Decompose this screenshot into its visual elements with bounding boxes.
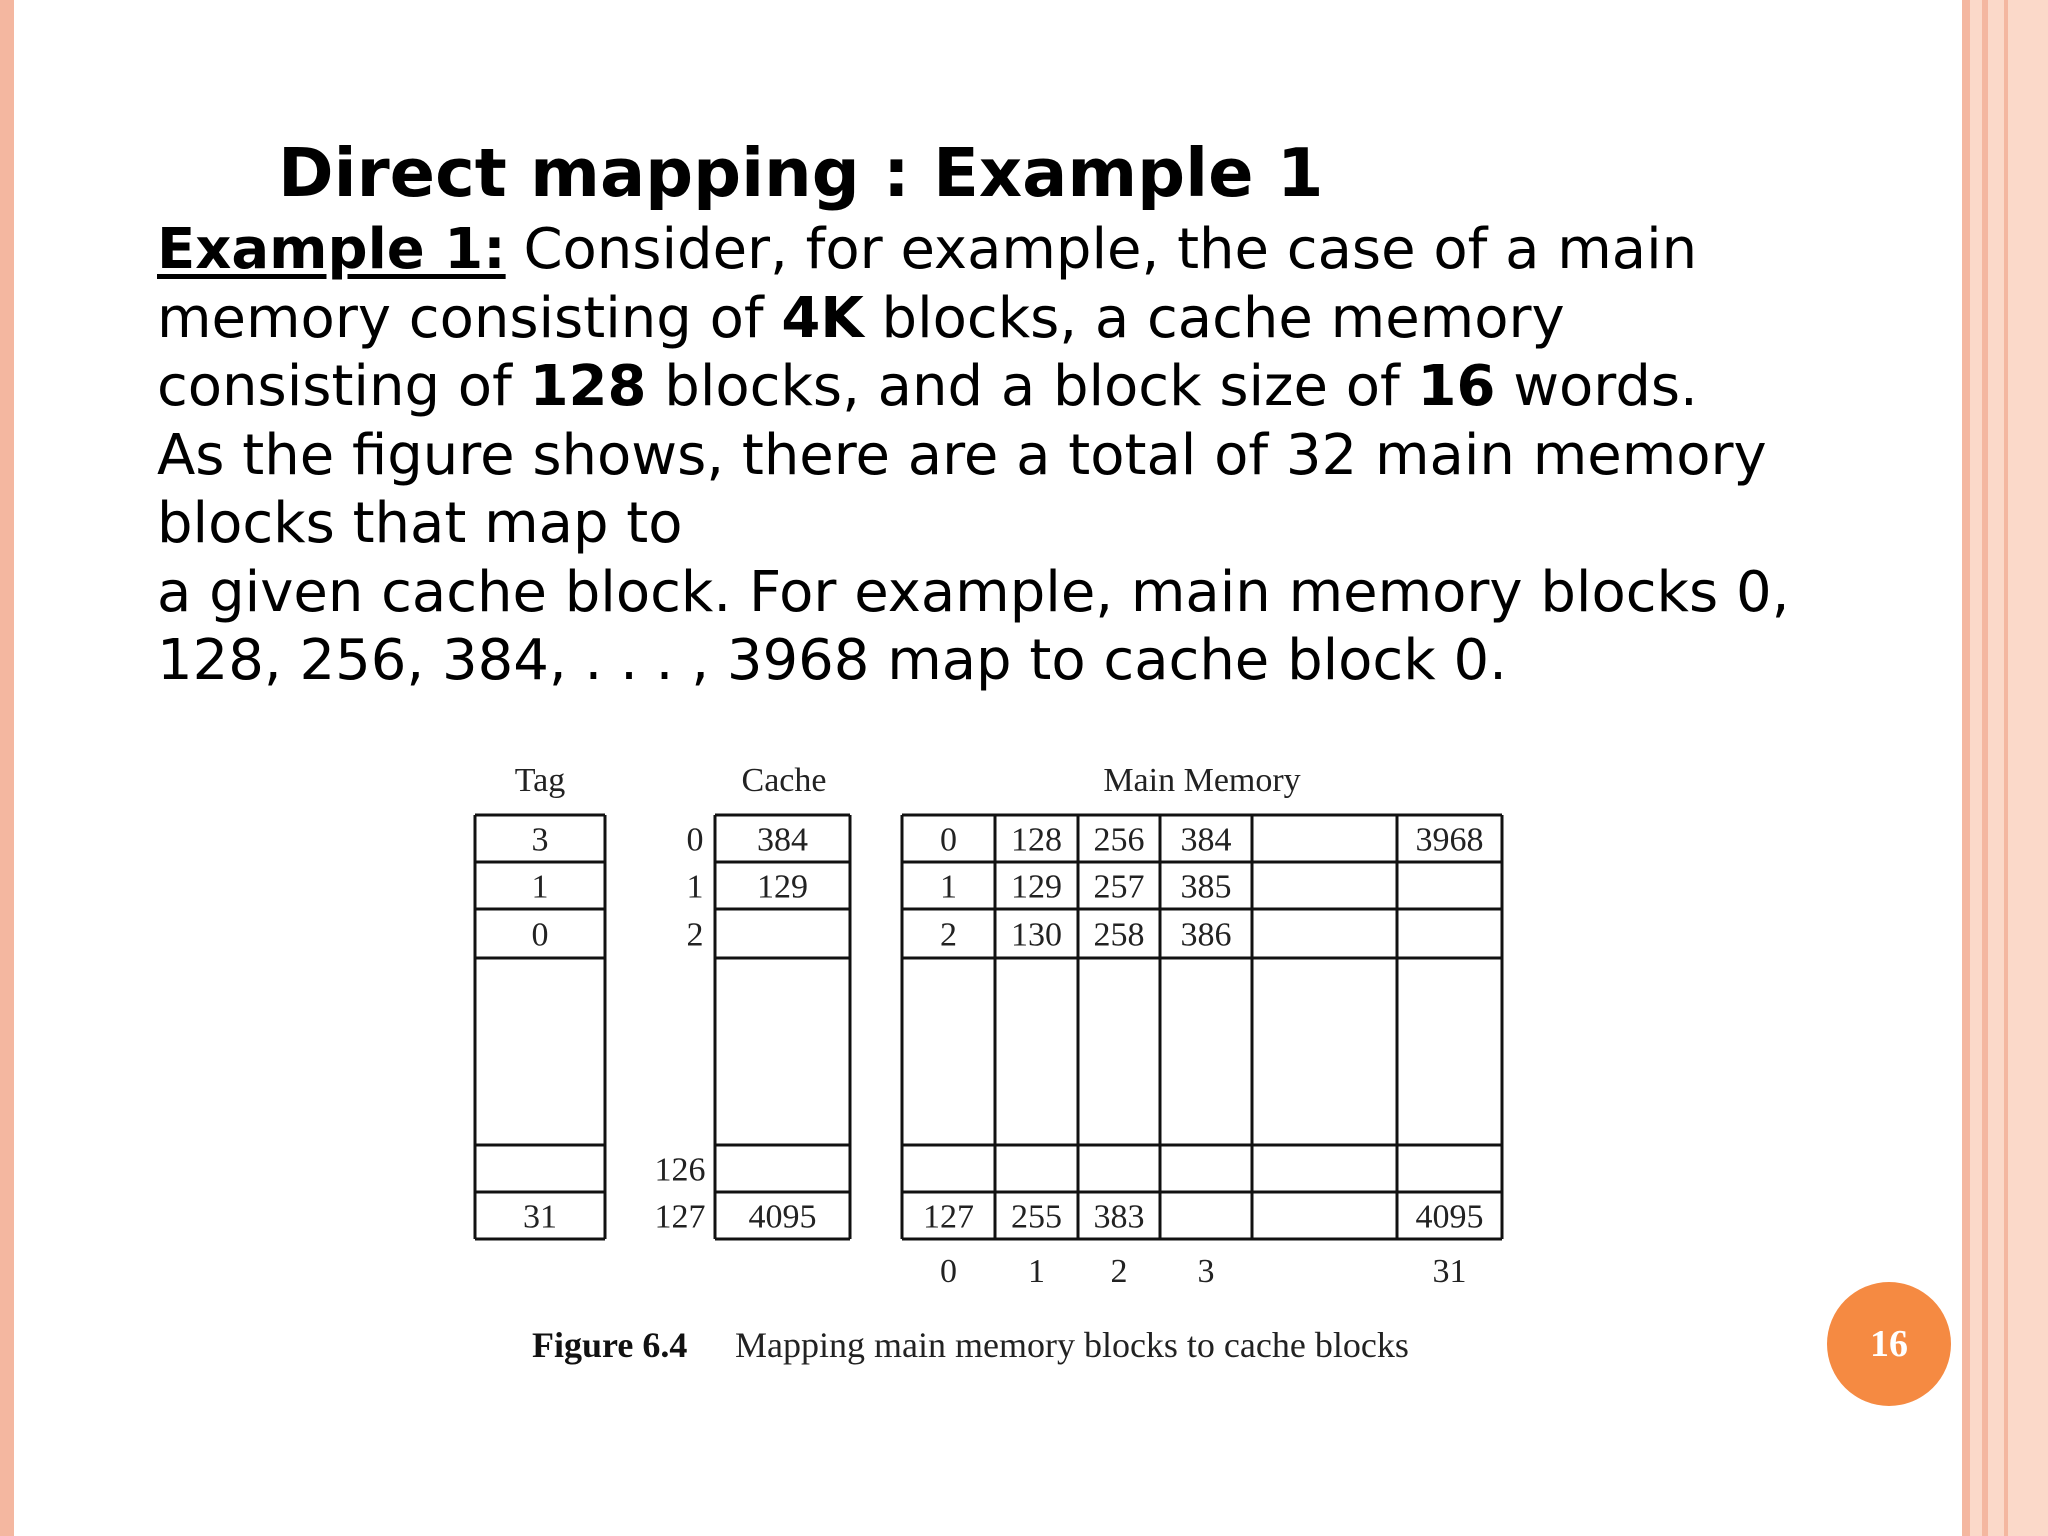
body-line-2: memory consisting of 4K blocks, a cache memory [157, 285, 1565, 351]
main-column-tag-label: 31 [1432, 1253, 1467, 1290]
main-memory-cell: 386 [1180, 916, 1232, 954]
right-border-line-1 [1962, 0, 1970, 1536]
tag-header: Tag [514, 762, 566, 799]
right-border-line-3 [2004, 0, 2008, 1536]
mapping-diagram [470, 755, 1530, 1395]
main-memory-cell: 385 [1180, 868, 1232, 906]
tag-value: 31 [523, 1198, 557, 1236]
body-line-6: a given cache block. For example, main memory blocks 0, [157, 559, 1790, 625]
main-memory-cell: 130 [1011, 916, 1062, 954]
cache-index-label: 126 [654, 1151, 706, 1189]
body-line-5: blocks that map to [157, 491, 683, 556]
cache-value: 129 [757, 868, 808, 906]
main-memory-cell: 383 [1093, 1198, 1145, 1236]
right-border-line-2 [1982, 0, 1988, 1536]
main-memory-cell: 256 [1093, 821, 1145, 859]
slide-title: Direct mapping : Example 1 [278, 134, 1324, 212]
cache-index-label: 0 [686, 821, 704, 859]
body-line-1: Example 1: Consider, for example, the case of a main [157, 217, 1698, 282]
main-memory-cell: 1 [940, 868, 957, 906]
main-memory-cell: 127 [923, 1198, 974, 1236]
main-memory-cell: 4095 [1415, 1198, 1484, 1236]
main-memory-cell: 129 [1011, 868, 1062, 906]
cache-index-label: 1 [686, 868, 704, 906]
body-line-3: consisting of 128 blocks, and a block size of 16 words. [157, 354, 1698, 419]
main-column-tag-label: 2 [1110, 1253, 1128, 1290]
main-memory-cell: 384 [1180, 821, 1232, 859]
main-memory-cell: 3968 [1415, 821, 1484, 859]
main-memory-cell: 2 [940, 916, 957, 954]
main-column-tag-label: 0 [940, 1253, 957, 1290]
main-memory-cell: 255 [1011, 1198, 1062, 1236]
main-memory-cell: 0 [940, 821, 957, 859]
body-line-4: As the figure shows, there are a total of 32 main memory [157, 422, 1767, 488]
left-border [0, 0, 14, 1536]
cache-header: Cache [741, 762, 827, 799]
cache-index-label: 2 [686, 916, 704, 954]
main-column-tag-label: 3 [1197, 1253, 1215, 1290]
main-memory-header: Main Memory [1103, 762, 1301, 799]
body-line-7: 128, 256, 384, . . . , 3968 map to cache block 0. [157, 628, 1507, 693]
tag-value: 1 [531, 868, 549, 906]
slide-body [157, 216, 1957, 696]
cache-value: 384 [757, 821, 808, 859]
main-column-tag-label: 1 [1028, 1253, 1045, 1290]
cache-value: 4095 [748, 1198, 817, 1236]
cache-index-label: 127 [654, 1198, 706, 1236]
main-memory-cell: 257 [1093, 868, 1145, 906]
figure-caption-label: Figure 6.4 [532, 1325, 688, 1365]
figure-caption-text: Mapping main memory blocks to cache blocks [735, 1325, 1409, 1365]
page-number-badge: 16 [1827, 1282, 1951, 1406]
tag-value: 0 [531, 916, 549, 954]
main-memory-cell: 258 [1093, 916, 1145, 954]
mapping-figure [470, 755, 1530, 1399]
main-memory-cell: 128 [1011, 821, 1062, 859]
tag-value: 3 [531, 821, 549, 859]
example-label: Example 1: [157, 217, 506, 282]
